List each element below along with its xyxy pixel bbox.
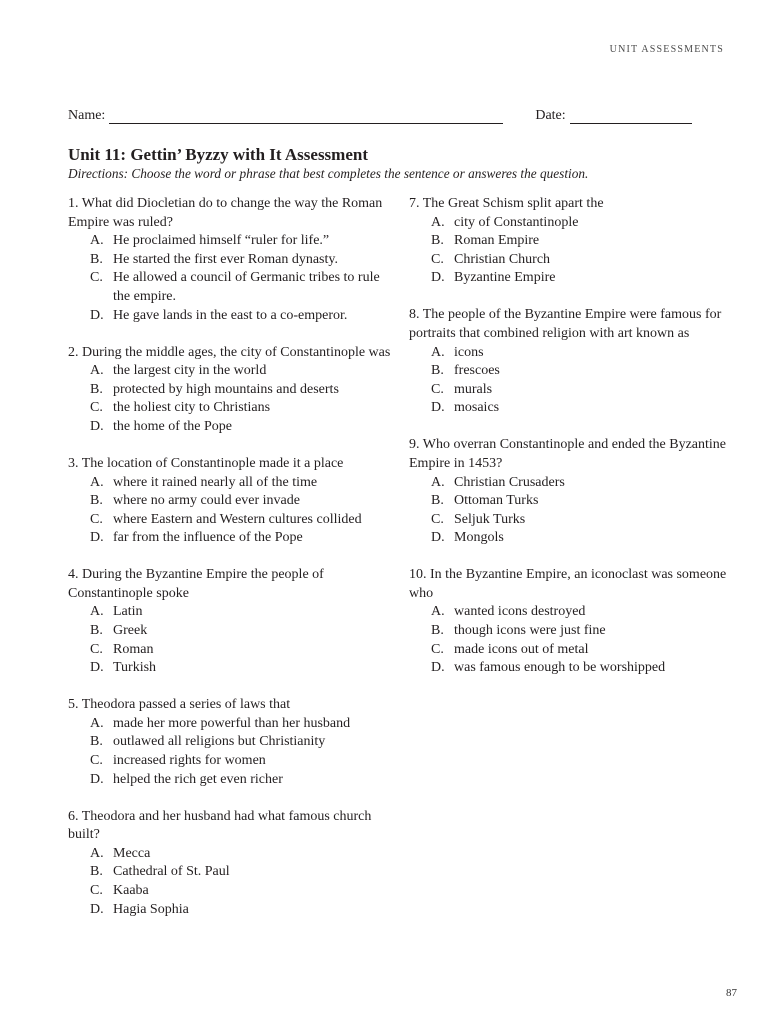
answer-option	[68, 901, 398, 920]
option-text: Hagia Sophia	[113, 901, 189, 917]
answer-option	[409, 492, 739, 511]
question-item	[68, 344, 398, 437]
answer-options	[409, 603, 739, 677]
answer-option	[68, 529, 398, 548]
question-item	[409, 195, 739, 288]
option-text: Greek	[113, 623, 148, 639]
option-text: He proclaimed himself “ruler for life.”	[113, 233, 330, 249]
question-item	[68, 566, 398, 678]
option-text: made icons out of metal	[454, 641, 589, 657]
option-text: Mongols	[454, 530, 504, 546]
answer-option	[68, 399, 398, 418]
option-text: Ottoman Turks	[454, 493, 539, 509]
option-text: outlawed all religions but Christianity	[113, 734, 326, 750]
option-text: though icons were just fine	[454, 623, 606, 639]
question-text: 3. The location of Constantinople made it a place	[68, 455, 344, 471]
answer-option	[409, 381, 739, 400]
page-number: 87	[726, 987, 737, 999]
option-letter: C.	[431, 381, 444, 397]
question-text: 7. The Great Schism split apart the	[409, 196, 604, 211]
option-letter: B.	[90, 381, 103, 397]
answer-option	[409, 232, 739, 251]
answer-option	[68, 474, 398, 493]
question-text: 4. During the Byzantine Empire the people of Constantinople spoke	[68, 567, 324, 601]
option-letter: D.	[90, 771, 104, 787]
date-label: Date:	[535, 108, 566, 123]
option-letter: D.	[90, 418, 104, 434]
option-text: where it rained nearly all of the time	[113, 474, 318, 490]
question-text: 8. The people of the Byzantine Empire were famous for portraits that combined religion with art known as	[409, 307, 722, 341]
option-text: Christian Crusaders	[454, 474, 565, 490]
option-letter: B.	[431, 493, 444, 509]
option-letter: B.	[431, 363, 444, 379]
name-blank-line	[109, 108, 503, 124]
option-text: Seljuk Turks	[454, 511, 526, 527]
option-letter: C.	[90, 270, 103, 286]
option-text: the holiest city to Christians	[113, 400, 271, 416]
option-letter: D.	[431, 270, 445, 286]
option-text: Kaaba	[113, 882, 149, 898]
answer-options	[68, 715, 398, 789]
option-text: was famous enough to be worshipped	[454, 660, 666, 676]
option-text: Mecca	[113, 845, 151, 861]
option-letter: A.	[90, 604, 104, 620]
answer-options	[68, 474, 398, 548]
left-question-column	[68, 195, 398, 938]
answer-options	[68, 603, 398, 677]
option-letter: B.	[90, 864, 103, 880]
answer-option	[409, 269, 739, 288]
answer-option	[409, 529, 739, 548]
option-text: far from the influence of the Pope	[113, 530, 303, 546]
option-letter: C.	[90, 641, 103, 657]
answer-option	[409, 399, 739, 418]
question-item	[68, 195, 398, 325]
option-letter: B.	[90, 734, 103, 750]
option-letter: C.	[90, 882, 103, 898]
option-text: the home of the Pope	[113, 418, 232, 434]
option-letter: D.	[431, 400, 445, 416]
question-item	[409, 306, 739, 418]
option-text: He gave lands in the east to a co-emperor.	[113, 307, 348, 323]
option-text: Roman Empire	[454, 233, 540, 249]
option-letter: A.	[90, 233, 104, 249]
answer-option	[68, 752, 398, 771]
option-letter: C.	[431, 511, 444, 527]
answer-option	[68, 381, 398, 400]
question-item	[68, 808, 398, 920]
option-letter: A.	[90, 474, 104, 490]
question-text: 1. What did Diocletian do to change the way the Roman Empire was ruled?	[68, 196, 383, 230]
option-letter: B.	[431, 623, 444, 639]
question-text: 2. During the middle ages, the city of Constantinople was	[68, 344, 391, 360]
question-item	[409, 566, 739, 678]
option-text: where no army could ever invade	[113, 493, 300, 509]
option-letter: B.	[90, 251, 103, 267]
option-letter: C.	[90, 400, 103, 416]
option-letter: C.	[90, 753, 103, 768]
option-letter: C.	[90, 511, 103, 527]
option-text: Cathedral of St. Paul	[113, 864, 230, 880]
option-letter: B.	[90, 493, 103, 509]
answer-option	[68, 511, 398, 530]
option-text: Christian Church	[454, 251, 551, 267]
answer-options	[68, 845, 398, 919]
option-text: mosaics	[454, 400, 500, 416]
answer-option	[68, 715, 398, 734]
answer-options	[409, 344, 739, 418]
answer-option	[68, 882, 398, 901]
option-letter: D.	[90, 901, 104, 917]
option-letter: D.	[90, 530, 104, 546]
option-text: made her more powerful than her husband	[113, 715, 351, 731]
option-letter: A.	[431, 214, 445, 230]
option-text: icons	[454, 344, 484, 360]
option-text: the largest city in the world	[113, 363, 267, 379]
option-letter: B.	[431, 233, 444, 249]
option-text: helped the rich get even richer	[113, 771, 283, 787]
name-label: Name:	[68, 108, 106, 123]
right-question-column	[409, 195, 739, 696]
option-text: frescoes	[454, 363, 500, 379]
option-letter: A.	[90, 845, 104, 861]
question-item	[68, 455, 398, 548]
answer-option	[409, 362, 739, 381]
answer-option	[68, 307, 398, 326]
option-text: Turkish	[113, 660, 157, 676]
answer-options	[68, 232, 398, 325]
answer-options	[68, 362, 398, 436]
option-letter: D.	[431, 530, 445, 546]
option-letter: D.	[431, 660, 445, 676]
option-letter: D.	[90, 660, 104, 676]
answer-option	[68, 251, 398, 270]
option-text: where Eastern and Western cultures collided	[113, 511, 362, 527]
answer-option	[68, 733, 398, 752]
answer-option	[68, 771, 398, 790]
answer-option	[409, 622, 739, 641]
option-letter: A.	[431, 604, 445, 620]
question-text: 6. Theodora and her husband had what famous church built?	[68, 808, 372, 843]
question-item	[409, 436, 739, 548]
option-letter: A.	[431, 474, 445, 490]
answer-option	[68, 492, 398, 511]
option-text: He started the first ever Roman dynasty.	[113, 251, 338, 267]
question-item	[68, 696, 398, 789]
option-text: Roman	[113, 641, 154, 657]
answer-option	[409, 251, 739, 270]
option-letter: A.	[431, 344, 445, 360]
option-letter: C.	[431, 251, 444, 267]
answer-option	[409, 344, 739, 363]
question-text: 10. In the Byzantine Empire, an iconoclast was someone who	[409, 567, 727, 601]
answer-options	[409, 214, 739, 288]
answer-option	[68, 845, 398, 864]
question-text: 5. Theodora passed a series of laws that	[68, 697, 291, 713]
answer-option	[409, 603, 739, 622]
answer-option	[68, 603, 398, 622]
answer-option	[68, 232, 398, 251]
option-letter: A.	[90, 363, 104, 379]
answer-option	[409, 474, 739, 493]
name-date-row	[68, 108, 698, 124]
option-letter: A.	[90, 715, 104, 731]
option-text: city of Constantinople	[454, 214, 579, 230]
answer-options	[409, 474, 739, 548]
directions: Directions: Choose the word or phrase that best completes the sentence or answeres the question.	[68, 166, 589, 181]
answer-option	[68, 418, 398, 437]
option-text: Byzantine Empire	[454, 270, 556, 286]
running-header: UNIT ASSESSMENTS	[609, 44, 724, 55]
answer-option	[68, 622, 398, 641]
option-text: protected by high mountains and deserts	[113, 381, 339, 397]
option-text: He allowed a council of Germanic tribes to rule the empire.	[113, 270, 380, 304]
option-letter: B.	[90, 623, 103, 639]
answer-option	[409, 511, 739, 530]
question-text: 9. Who overran Constantinople and ended the Byzantine Empire in 1453?	[409, 437, 726, 471]
answer-option	[68, 362, 398, 381]
option-letter: C.	[431, 641, 444, 657]
option-text: murals	[454, 381, 493, 397]
date-blank-line	[570, 108, 692, 124]
answer-option	[409, 659, 739, 678]
option-text: increased rights for women	[113, 753, 266, 768]
answer-option	[409, 214, 739, 233]
option-text: wanted icons destroyed	[454, 604, 586, 620]
option-text: Latin	[113, 604, 143, 620]
answer-option	[68, 269, 398, 306]
assessment-title: Unit 11: Gettin’ Byzzy with It Assessment	[68, 145, 368, 164]
option-letter: D.	[90, 307, 104, 323]
answer-option	[68, 659, 398, 678]
answer-option	[68, 641, 398, 660]
answer-option	[68, 863, 398, 882]
answer-option	[409, 641, 739, 660]
